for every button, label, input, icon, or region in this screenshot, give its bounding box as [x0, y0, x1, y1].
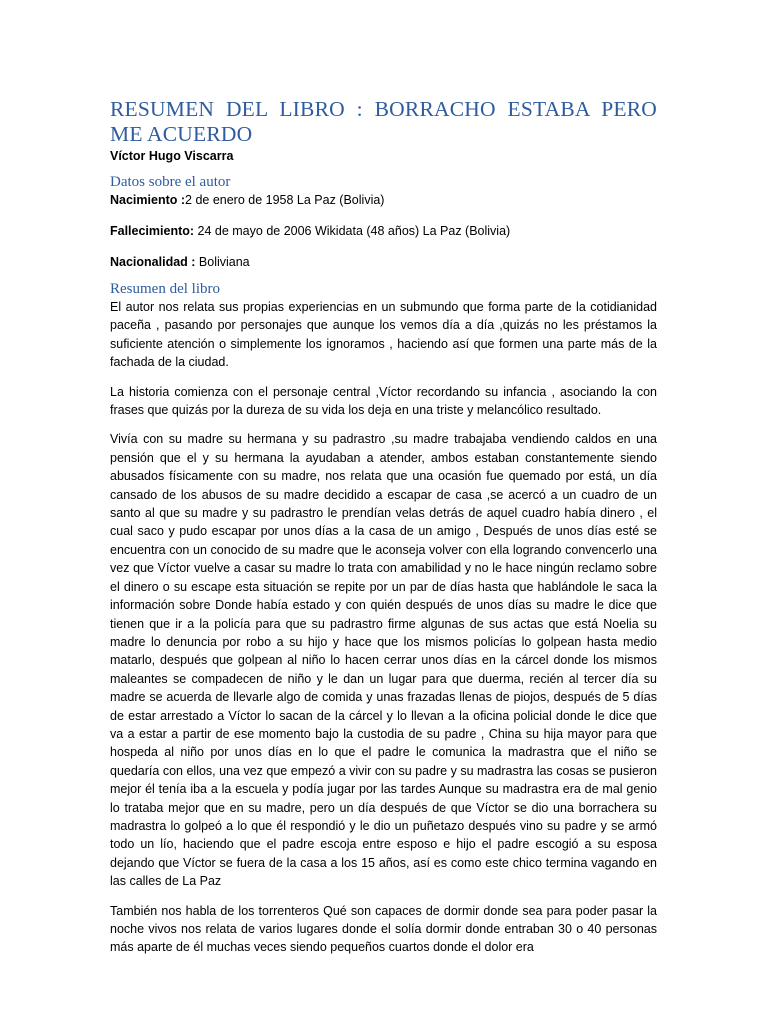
summary-paragraph-1: El autor nos relata sus propias experiencias en un submundo que forma parte de la cotidianidad paceña , pasando por personajes que aunque los vemos día a día ,quizás no les préstamos la suficiente atención o simplemente los ignoramos , haciendo así que formen una parte más de la fachada de la ciudad. — [110, 300, 657, 370]
document-title: RESUMEN DEL LIBRO : BORRACHO ESTABA PERO ME ACUERDO — [110, 97, 657, 146]
death-value: 24 de mayo de 2006 Wikidata (48 años) La Paz (Bolivia) — [194, 224, 511, 238]
death-field — [110, 222, 657, 240]
birth-label: Nacimiento : — [110, 193, 186, 207]
document-body — [110, 97, 657, 968]
section-heading-summary: Resumen del libro — [110, 281, 220, 297]
birth-field — [110, 191, 657, 209]
nationality-value: Boliviana — [195, 255, 250, 269]
author-name: Víctor Hugo Viscarra — [110, 149, 234, 163]
birth-value: 2 de enero de 1958 La Paz (Bolivia) — [185, 193, 385, 207]
section-heading-author: Datos sobre el autor — [110, 174, 231, 190]
summary-paragraph-4: También nos habla de los torrenteros Qué son capaces de dormir donde sea para poder pasar la noche vivos nos relata de varios lugares donde el solía dormir donde entraban 30 o 40 personas más aparte de él muchas veces siendo pequeños cuartos donde el dolor era — [110, 903, 657, 955]
death-label: Fallecimiento: — [110, 224, 195, 238]
nationality-field — [110, 253, 657, 271]
nationality-label: Nacionalidad : — [110, 255, 196, 269]
summary-paragraph-2: La historia comienza con el personaje central ,Víctor recordando su infancia , asociando la con frases que quizás por la dureza de su vida los deja en una triste y melancólico resultado. — [110, 384, 657, 418]
summary-paragraph-3: Vivía con su madre su hermana y su padrastro ,su madre trabajaba vendiendo caldos en una pensión que el y su hermana la ayudaban a atender, ambos estaban constantemente siendo abusados físicamente con su madre, nos relata que una ocasión fue quemado por está, un día cansado de los abusos de su madre decidido a escapar de casa ,se acercó a un cuadro de un santo al que su madre y su padrastro le prendían velas detrás de aquel cuadro había dinero , el cual saco y pudo escapar por unos días a la casa de un amigo , Después de unos días esté se encuentra con un conocido de su madre que le aconseja volver con ella logrando convencerlo una vez que Víctor vuelve a casar su madre lo trata con amabilidad y no le hace ningún reclamo sobre el dinero o su escape esta situación se repite por un par de días hasta que hablándole le saca la información sobre Donde había estado y con quién después de unos días su madre le dice que tienen que ir a la policía para que su padrastro firme algunas de sus actas que está Noelia su madre lo denuncia por robo a su hijo y hace que los mismos policías lo golpean hasta medio matarlo, después que golpean al niño lo hacen cerrar unos días en la cárcel donde los mismos maleantes se compadecen de niño y le dan un lugar para que duerma, recién al tercer día su madre se acuerda de llevarle algo de comida y unas frazadas llenas de piojos, después de 5 días de estar arrestado a Víctor lo sacan de la cárcel y lo llevan a la oficina policial donde le dice que va a estar a partir de ese momento bajo la custodia de su padre , China su hija mayor para que hospeda al niño por unos días en lo que el padre le comunica la madrastra que el niño se quedaría con ellos, una vez que empezó a vivir con su padre y su madrastra las cosas se pusieron mejor él tenía iba a la escuela y podía jugar por las tardes Aunque su madrastra era de mal genio lo trataba mejor que en su madre, pero un día después de que Víctor se dio una borrachera su madrastra lo golpeó a lo que él respondió y le dio un puñetazo después vino su padre y se armó todo un lío, haciendo que el padre escoja entre esposo e hijo el padre escogió a su esposa dejando que Víctor se fuera de la casa a los 15 años, así es como este chico termina vagando en las calles de La Paz — [110, 432, 657, 889]
